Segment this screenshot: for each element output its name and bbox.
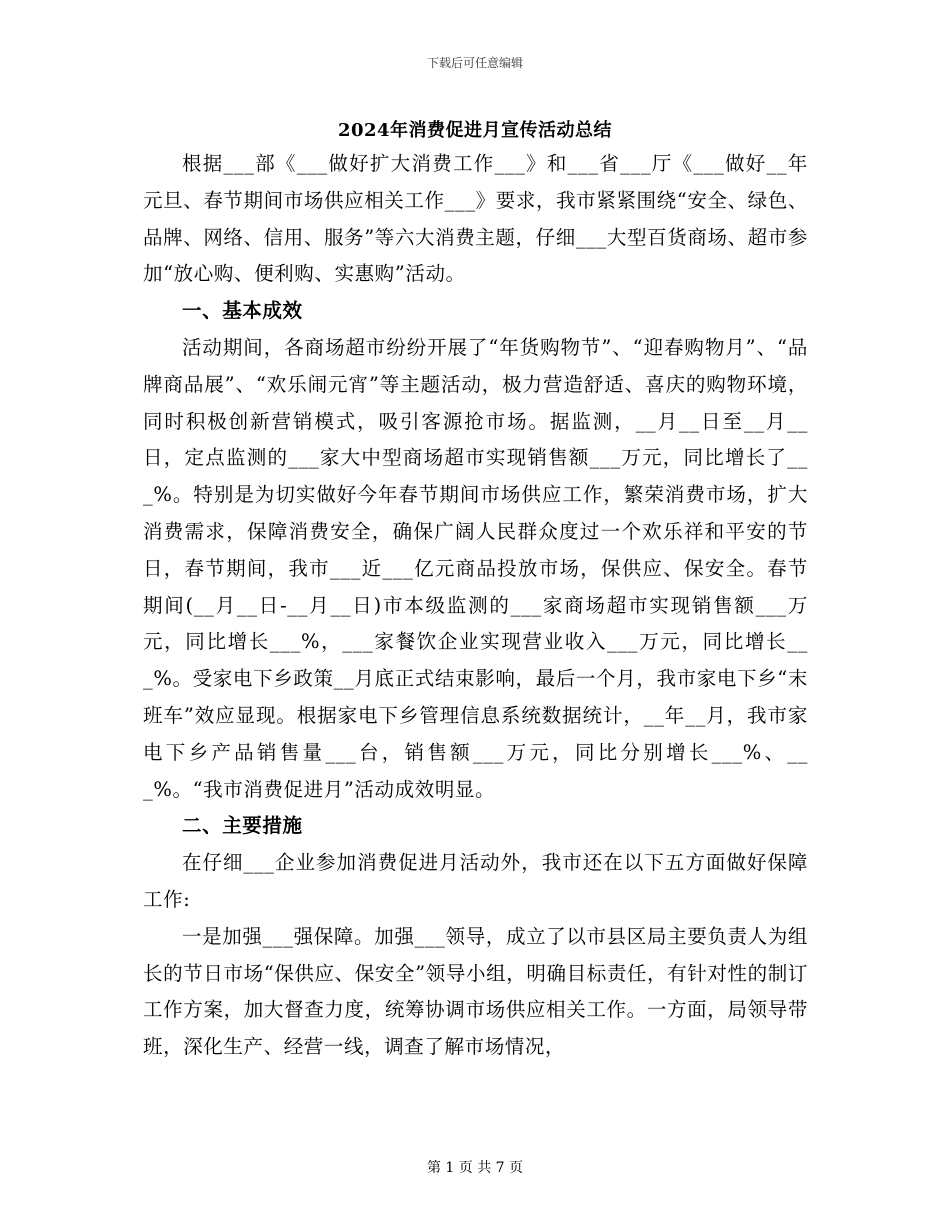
- basic-results-paragraph: 活动期间，各商场超市纷纷开展了“年货购物节”、“迎春购物月”、“品牌商品展”、“欢乐闹元宵”等主题活动，极力营造舒适、喜庆的购物环境，同时积极创新营销模式，吸引客源抢市场。据监测，__月__日至__月__日，定点监测的___家大中型商场超市实现销售额___万元，同比增长了___%。特别是为切实做好今年春节期间市场供应工作，繁荣消费市场，扩大消费需求，保障消费安全，确保广阔人民群众度过一个欢乐祥和平安的节日，春节期间，我市___近___亿元商品投放市场，保供应、保安全。春节期间(__月__日-__月__日)市本级监测的___家商场超市实现销售额___万元，同比增长___%，___家餐饮企业实现营业收入___万元，同比增长___%。受家电下乡政策__月底正式结束影响，最后一个月，我市家电下乡“末班车”效应显现。根据家电下乡管理信息系统数据统计，__年__月，我市家电下乡产品销售量___台，销售额___万元，同比分别增长___%、___%。“我市消费促进月”活动成效明显。: [143, 335, 809, 801]
- document-title: 2024年消费促进月宣传活动总结: [337, 120, 613, 141]
- section-heading-main-measures: 二、主要措施: [182, 814, 303, 838]
- measures-intro-paragraph: 在仔细___企业参加消费促进月活动外，我市还在以下五方面做好保障工作:: [143, 851, 808, 911]
- header-note: 下载后可任意编辑: [426, 56, 523, 70]
- section-heading-basic-results: 一、基本成效: [182, 299, 303, 323]
- page-footer: 第 1 页 共 7 页: [426, 1160, 524, 1176]
- measure-one-paragraph: 一是加强___强保障。加强___领导，成立了以市县区局主要负责人为组长的节日市场“保供应、保安全”领导小组，明确目标责任，有针对性的制订工作方案，加大督查力度，统筹协调市场供应相关工作。一方面，局领导带班，深化生产、经营一线，调查了解市场情况，: [143, 924, 808, 1059]
- document-body: [143, 146, 808, 1066]
- intro-paragraph: 根据___部《___做好扩大消费工作___》和___省___厅《___做好__年元旦、春节期间市场供应相关工作___》要求，我市紧紧围绕“安全、绿色、品牌、网络、信用、服务”等六大消费主题，仔细___大型百货商场、超市参加“放心购、便利购、实惠购”活动。: [143, 152, 808, 286]
